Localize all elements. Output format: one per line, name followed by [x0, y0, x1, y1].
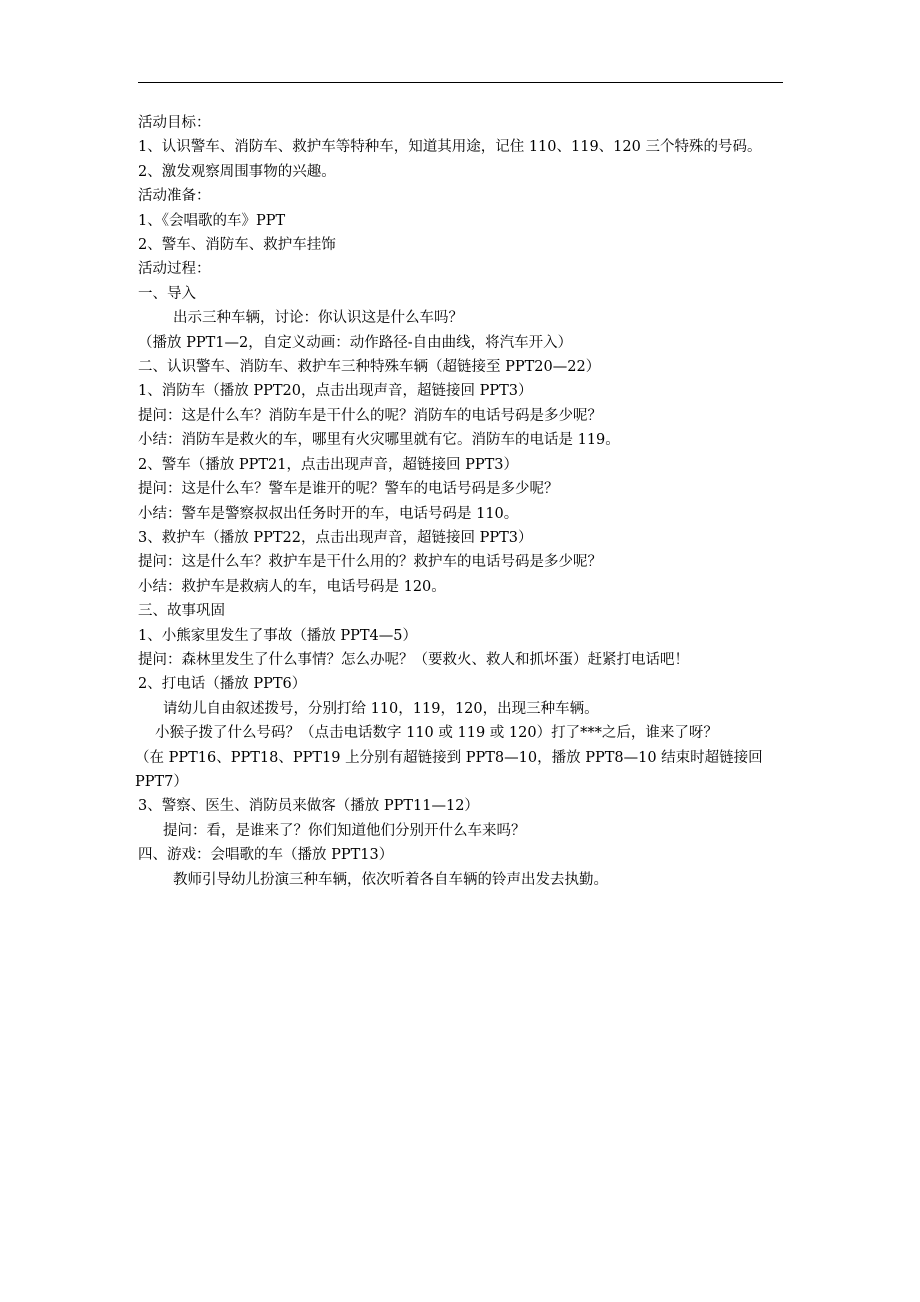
story-item-2: 2、打电话（播放 PPT6）: [138, 676, 307, 693]
story-item-1: 1、小熊家里发生了事故（播放 PPT4—5）: [138, 627, 417, 644]
prep-item-2: 2、警车、消防车、救护车挂饰: [138, 237, 336, 254]
header-rule: [138, 82, 783, 83]
police-car-item: 2、警车（播放 PPT21，点击出现声音，超链接回 PPT3）: [138, 456, 518, 473]
section-intro: 一、导入: [138, 285, 196, 302]
ambulance-summary: 小结：救护车是救病人的车，电话号码是 120。: [138, 578, 446, 595]
ambulance-question: 提问：这是什么车？救护车是干什么用的？救护车的电话号码是多少呢？: [138, 554, 602, 571]
story-item-3: 3、警察、医生、消防员来做客（播放 PPT11—12）: [138, 798, 479, 815]
police-car-summary: 小结：警车是警察叔叔出任务时开的车，电话号码是 110。: [138, 505, 519, 522]
section-vehicles: 二、认识警车、消防车、救护车三种特殊车辆（超链接至 PPT20—22）: [138, 359, 601, 376]
hyperlink-note: （在 PPT16、PPT18、PPT19 上分别有超链接到 PPT8—10，播放 PPT8—10 结束时超链接回 PPT7）: [135, 749, 763, 790]
guests-question: 提问：看，是谁来了？你们知道他们分别开什么车来吗？: [163, 822, 526, 839]
section-game: 四、游戏：会唱歌的车（播放 PPT13）: [138, 847, 394, 864]
heading-process: 活动过程：: [138, 261, 211, 278]
fire-truck-summary: 小结：消防车是救火的车，哪里有火灾哪里就有它。消防车的电话是 119。: [138, 432, 620, 449]
fire-truck-item: 1、消防车（播放 PPT20，点击出现声音，超链接回 PPT3）: [138, 383, 533, 400]
intro-note: （播放 PPT1—2，自定义动画：动作路径-自由曲线，将汽车开入）: [138, 334, 573, 351]
game-instruction: 教师引导幼儿扮演三种车辆，依次听着各自车辆的铃声出发去执勤。: [173, 871, 608, 888]
monkey-question: 小猴子拨了什么号码？（点击电话数字 110 或 119 或 120）打了***之后，谁来了呀？: [155, 725, 718, 742]
section-story: 三、故事巩固: [138, 603, 225, 620]
phone-instruction: 请幼儿自由叙述拨号，分别打给 110，119，120，出现三种车辆。: [163, 700, 599, 717]
goal-item-1: 1、认识警车、消防车、救护车等特种车，知道其用途，记住 110、119、120 三个特殊的号码。: [138, 139, 762, 156]
police-car-question: 提问：这是什么车？警车是谁开的呢？警车的电话号码是多少呢？: [138, 481, 559, 498]
intro-text: 出示三种车辆，讨论：你认识这是什么车吗？: [173, 310, 463, 327]
prep-item-1: 1、《会唱歌的车》PPT: [138, 212, 286, 229]
fire-truck-question: 提问：这是什么车？消防车是干什么的呢？消防车的电话号码是多少呢？: [138, 407, 602, 424]
heading-preparation: 活动准备：: [138, 188, 211, 205]
document-body: [135, 111, 788, 892]
goal-item-2: 2、激发观察周围事物的兴趣。: [138, 163, 336, 180]
heading-goals: 活动目标：: [138, 115, 211, 131]
story-question: 提问：森林里发生了什么事情？怎么办呢？（要救火、救人和抓坏蛋）赶紧打电话吧！: [138, 651, 689, 668]
ambulance-item: 3、救护车（播放 PPT22，点击出现声音，超链接回 PPT3）: [138, 529, 533, 546]
